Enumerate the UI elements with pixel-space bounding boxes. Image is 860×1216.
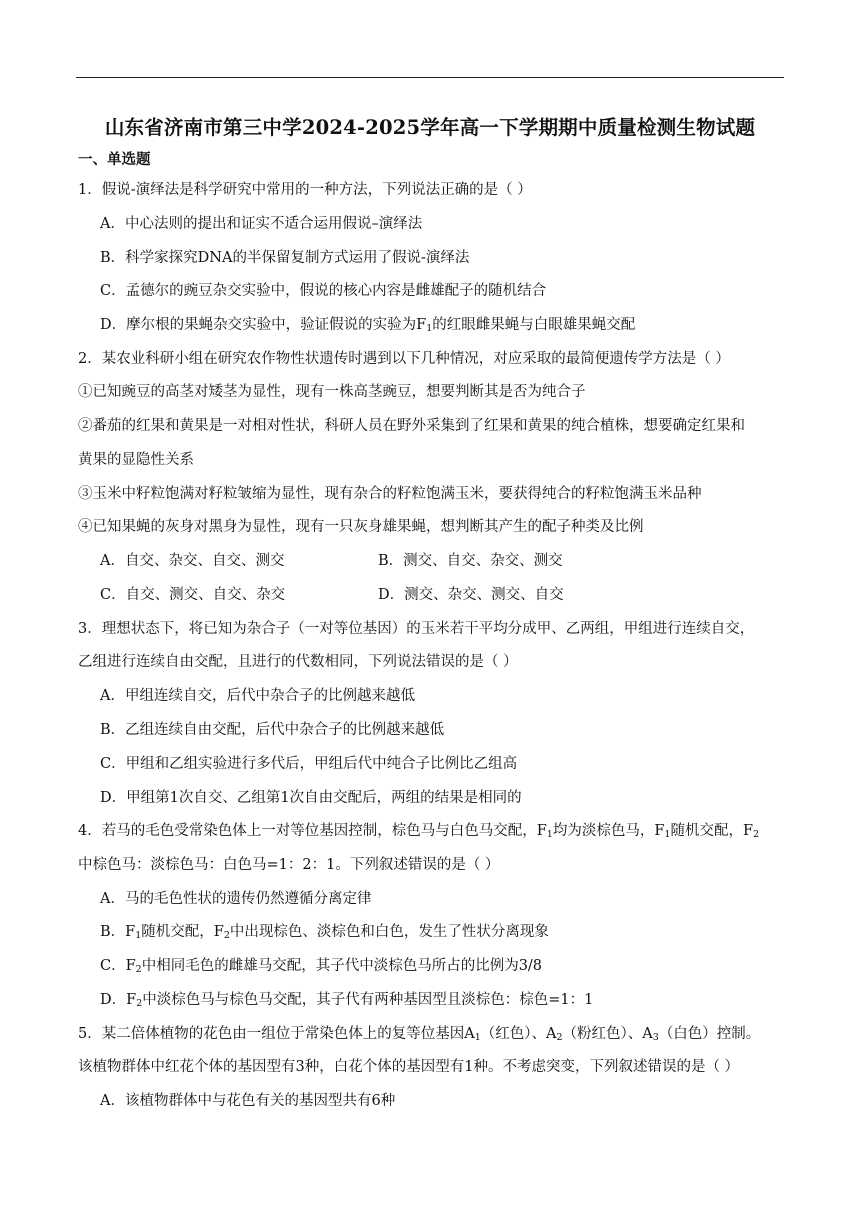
question-3-option-b: B．乙组连续自由交配，后代中杂合子的比例越来越低 bbox=[100, 722, 445, 738]
question-1-option-c: C．孟德尔的豌豆杂交实验中，假说的核心内容是雌雄配子的随机结合 bbox=[100, 283, 547, 299]
question-5-stem: 5．某二倍体植物的花色由一组位于常染色体上的复等位基因$A_1$（红色）、$A_2$（粉红色）、$A_3$（白色）控制。 bbox=[78, 1026, 761, 1043]
question-3-option-d: D．甲组第1次自交、乙组第1次自由交配后，两组的结果是相同的 bbox=[100, 790, 522, 806]
question-2-item-2-cont: 黄果的显隐性关系 bbox=[78, 452, 194, 468]
question-2-option-a: A．自交、杂交、自交、测交 bbox=[100, 553, 285, 569]
header-rule bbox=[76, 77, 784, 78]
question-4-stem: 4．若马的毛色受常染色体上一对等位基因控制，棕色马与白色马交配，$F_1$均为淡棕色马，$F_1$随机交配，$F_2$ bbox=[78, 823, 760, 840]
question-1-option-a: A．中心法则的提出和证实不适合运用假说–演绎法 bbox=[100, 216, 423, 232]
question-2-item-1: ①已知豌豆的高茎对矮茎为显性，现有一株高茎豌豆，想要判断其是否为纯合子 bbox=[78, 384, 586, 400]
question-2-item-3: ③玉米中籽粒饱满对籽粒皱缩为显性，现有杂合的籽粒饱满玉米，要获得纯合的籽粒饱满玉米品种 bbox=[78, 486, 702, 502]
question-2-option-b: B．测交、自交、杂交、测交 bbox=[378, 553, 563, 569]
question-4-option-c: C．$F_2$中相同毛色的雌雄马交配，其子代中淡棕色马所占的比例为3/8 bbox=[100, 958, 543, 975]
question-1-option-b: B．科学家探究DNA的半保留复制方式运用了假说-演绎法 bbox=[100, 250, 470, 266]
question-2-stem: 2．某农业科研小组在研究农作物性状遗传时遇到以下几种情况，对应采取的最简便遗传学方法是（ ） bbox=[78, 351, 730, 367]
question-2-option-d: D．测交、杂交、测交、自交 bbox=[378, 587, 564, 603]
question-3-stem: 3．理想状态下，将已知为杂合子（一对等位基因）的玉米若干平均分成甲、乙两组，甲组进行连续自交， bbox=[78, 621, 755, 637]
document-title: 山东省济南市第三中学2024-2025学年高一下学期期中质量检测生物试题 bbox=[104, 116, 756, 139]
question-1-stem: 1．假说-演绎法是科学研究中常用的一种方法，下列说法正确的是（ ） bbox=[78, 182, 532, 198]
question-4-option-d: D．$F_2$中淡棕色马与棕色马交配，其子代有两种基因型且淡棕色：棕色=1：1 bbox=[100, 992, 594, 1009]
question-4-option-a: A．马的毛色性状的遗传仍然遵循分离定律 bbox=[100, 891, 372, 907]
section-heading: 一、单选题 bbox=[78, 151, 151, 168]
question-5-stem-cont: 该植物群体中红花个体的基因型有3种，白花个体的基因型有1种。不考虑突变，下列叙述错误的是（ ） bbox=[78, 1059, 740, 1075]
question-3-stem-cont: 乙组进行连续自由交配，且进行的代数相同，下列说法错误的是（ ） bbox=[78, 654, 518, 670]
question-2-item-4: ④已知果蝇的灰身对黑身为显性，现有一只灰身雄果蝇，想判断其产生的配子种类及比例 bbox=[78, 519, 644, 535]
question-4-option-b: B．$F_1$随机交配，$F_2$中出现棕色、淡棕色和白色，发生了性状分离现象 bbox=[100, 924, 549, 941]
question-3-option-c: C．甲组和乙组实验进行多代后，甲组后代中纯合子比例比乙组高 bbox=[100, 756, 518, 772]
question-1-option-d: D．摩尔根的果蝇杂交实验中，验证假说的实验为$F_1$的红眼雌果蝇与白眼雄果蝇交配 bbox=[100, 317, 636, 334]
question-4-stem-cont: 中棕色马：淡棕色马：白色马=1：2：1。下列叙述错误的是（ ） bbox=[78, 857, 500, 873]
question-3-option-a: A．甲组连续自交，后代中杂合子的比例越来越低 bbox=[100, 688, 415, 704]
question-5-option-a: A．该植物群体中与花色有关的基因型共有6种 bbox=[100, 1093, 396, 1109]
question-2-option-c: C．自交、测交、自交、杂交 bbox=[100, 587, 286, 603]
question-2-item-2: ②番茄的红果和黄果是一对相对性状，科研人员在野外采集到了红果和黄果的纯合植株，想要确定红果和 bbox=[78, 418, 745, 434]
